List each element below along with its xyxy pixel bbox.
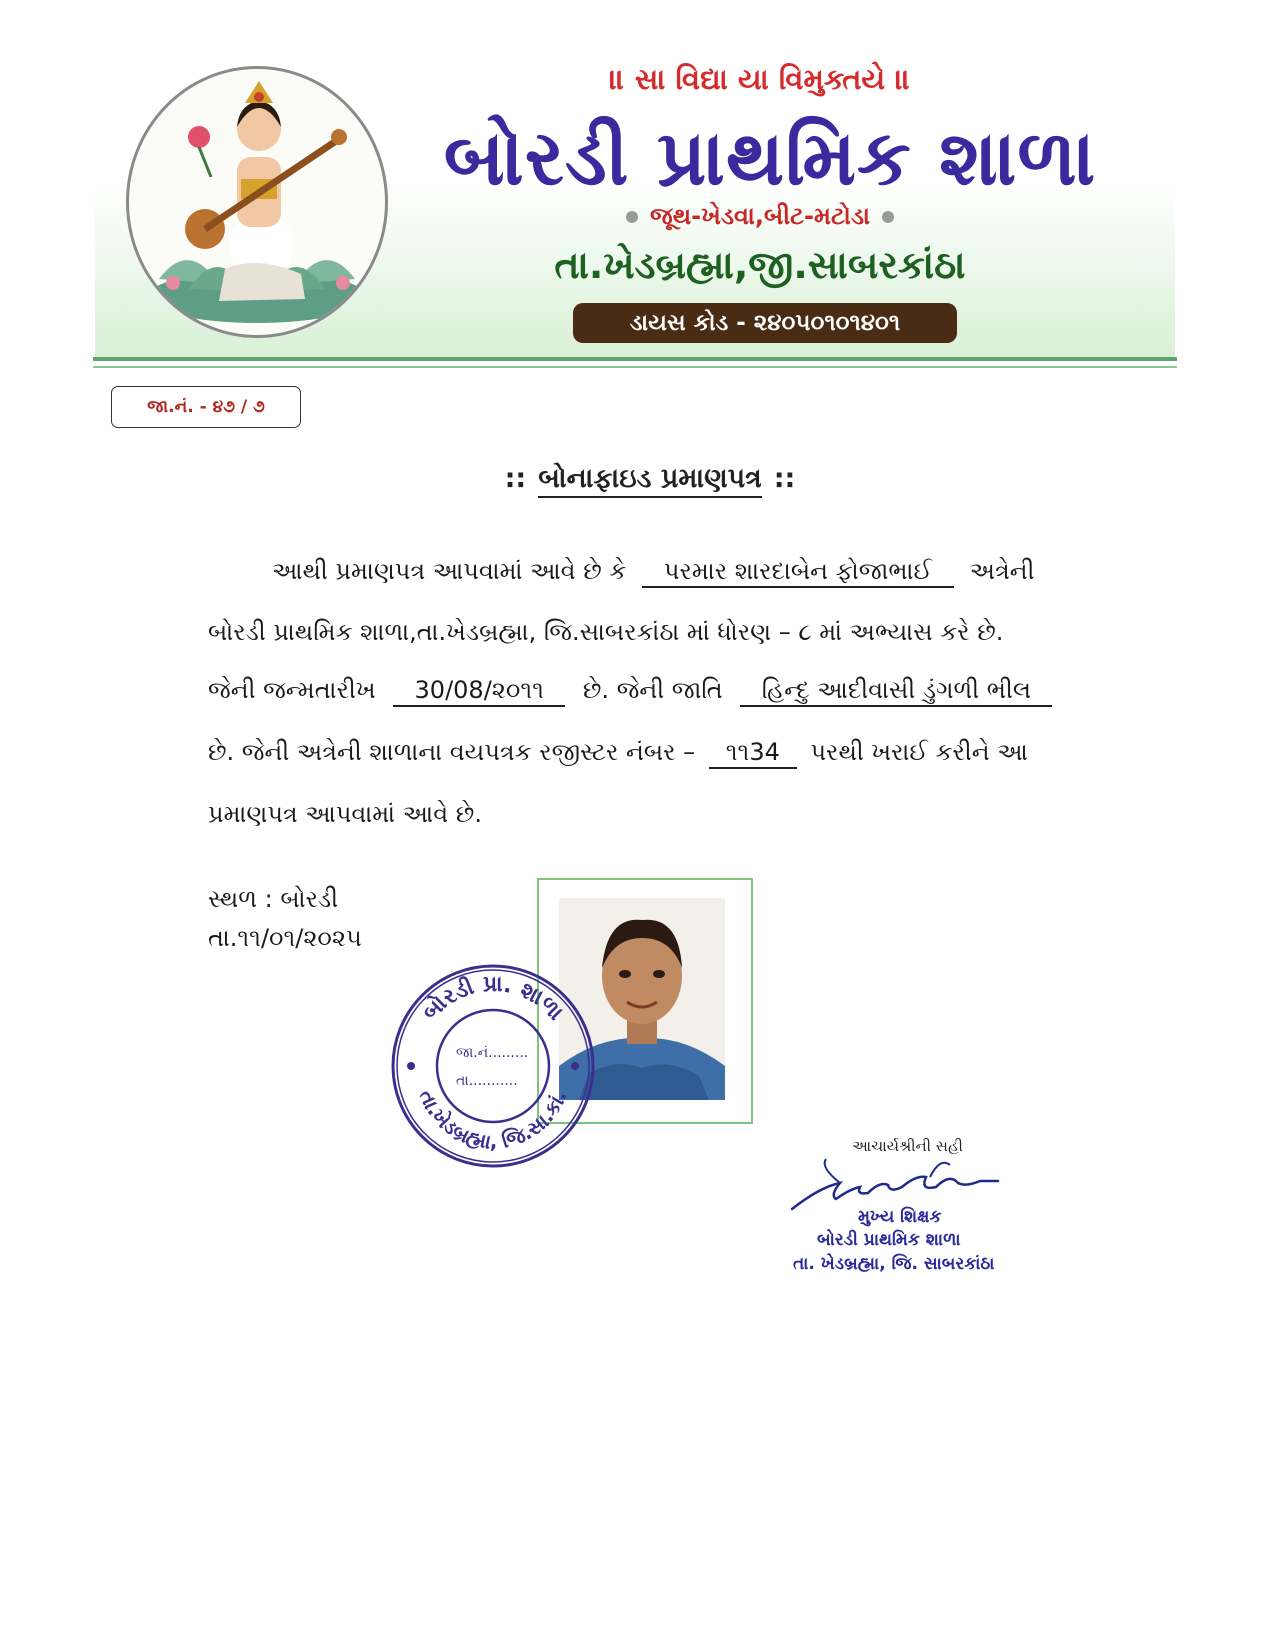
body-line-4: [208, 737, 1028, 769]
school-motto: ॥ સા વિદ્યા યા વિમુક્તયે ॥: [609, 62, 911, 96]
signatory-place: તા. ખેડબ્રહ્મા, જિ. સાબરકાંઠા: [793, 1254, 995, 1274]
body-line-1: [272, 556, 1034, 588]
caste-field: હિન્દુ આદીવાસી ડુંગળી ભીલ: [740, 675, 1052, 707]
title-prefix: ::: [504, 463, 527, 494]
school-seal: [388, 961, 598, 1171]
body-text: આથી પ્રમાણપત્ર આપવામાં આવે છે કે: [272, 557, 627, 585]
seal-top-text: બોરડી પ્રા. શાળા: [418, 971, 568, 1026]
body-line-2: બોરડી પ્રાથમિક શાળા,તા.ખેડબ્રહ્મા, જિ.સાબરકાંઠા માં ધોરણ – ૮ માં અભ્યાસ કરે છે.: [208, 618, 1004, 646]
svg-text:તા.ખેડબ્રહ્મા, જિ.સા.કાં.: [414, 1086, 571, 1154]
student-name-field: પરમાર શારદાબેન ફોજાભાઈ: [642, 556, 954, 588]
body-text: પરથી ખરાઈ કરીને આ: [810, 738, 1028, 766]
body-text: છે. જેની અત્રેની શાળાના વયપત્રક રજીસ્ટર નંબર –: [208, 738, 696, 766]
body-line-3: [208, 675, 1052, 707]
place-line: સ્થળ : બોરડી: [208, 885, 339, 913]
reference-number: જા.નં. - ૪૭ / ૭: [111, 386, 301, 428]
school-name: બોરડી પ્રાથમિક શાળા: [443, 113, 1097, 202]
seal-ref-line: જા.નં.........: [456, 1045, 529, 1061]
dise-code-badge: ડાયસ કોડ - ૨૪૦૫૦૧૦૧૪૦૧: [573, 303, 957, 343]
header-divider: [93, 357, 1177, 361]
seal-date-line: તા...........: [456, 1073, 518, 1089]
cluster-text: જૂથ-ખેડવા,બીટ-મટોડા: [650, 202, 870, 230]
seal-bottom-text: તા.ખેડબ્રહ્મા, જિ.સા.કાં.: [414, 1086, 572, 1154]
signatory-school: બોરડી પ્રાથમિક શાળા: [817, 1230, 961, 1250]
bullet-icon: [626, 211, 638, 223]
register-number-field: ૧૧34: [709, 737, 797, 769]
signature-caption: આચાર્યશ્રીની સહી: [852, 1137, 963, 1155]
header-divider-thin: [93, 366, 1177, 368]
body-line-5: પ્રમાણપત્ર આપવામાં આવે છે.: [208, 800, 482, 828]
taluka-district: તા.ખેડબ્રહ્મા,જી.સાબરકાંઠા: [554, 243, 966, 287]
date-line: તા.૧૧/૦૧/૨૦૨૫: [208, 924, 362, 952]
birth-date-field: 30/08/૨૦૧૧: [393, 675, 565, 707]
body-text: જેની જન્મતારીખ: [208, 676, 376, 704]
certificate-title: [300, 463, 1000, 495]
body-text: અત્રેની: [969, 557, 1035, 585]
title-text: બોનાફાઇડ પ્રમાણપત્ર: [538, 463, 762, 498]
bullet-icon: [882, 211, 894, 223]
body-text: છે. જેની જાતિ: [582, 676, 723, 704]
saraswati-icon: [126, 66, 388, 338]
cluster-line: [560, 202, 960, 230]
signatory-role: મુખ્ય શિક્ષક: [858, 1207, 942, 1227]
title-suffix: ::: [773, 463, 796, 494]
